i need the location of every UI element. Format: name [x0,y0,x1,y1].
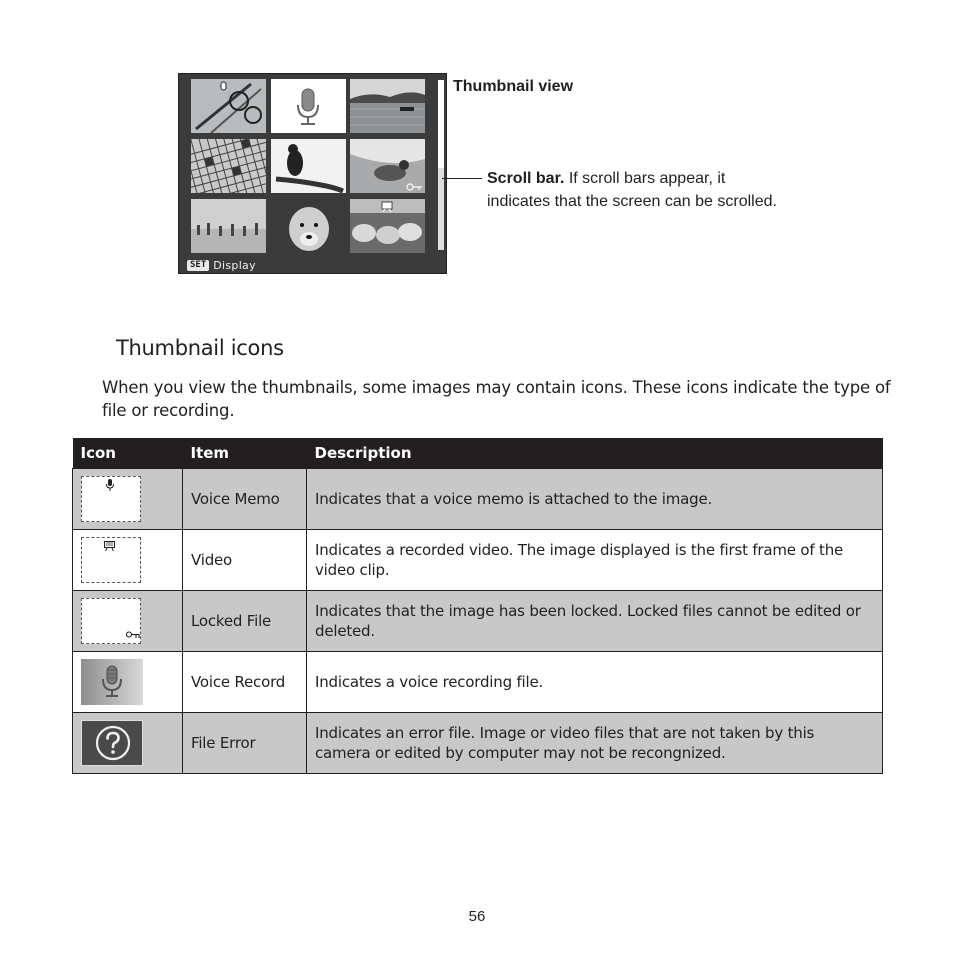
thumbnail-crossword[interactable] [191,139,266,193]
description-cell: Indicates a voice recording file. [307,652,883,713]
video-icon [104,541,115,551]
microphone-icon [100,665,124,699]
locked-file-sample [81,598,141,644]
header-item: Item [183,438,307,469]
intro-paragraph: When you view the thumbnails, some images may contain icons. These icons indicate the type of file or recording. [102,378,891,420]
description-cell: Indicates that a voice memo is attached to the image. [307,469,883,530]
callout-leader-line [442,178,482,179]
thumbnail-duck-locked[interactable] [350,139,425,193]
scroll-bar-callout-text: If scroll bars appear, it indicates that the screen can be scrolled. [487,170,777,210]
scroll-bar[interactable] [438,80,444,250]
file-error-sample [81,720,143,766]
thumbnail-icons-table [72,438,883,774]
question-icon [95,725,131,761]
table-row [73,652,883,713]
section-title: Thumbnail icons [116,336,284,360]
thumbnail-lake[interactable] [350,79,425,133]
icon-cell [73,530,183,591]
thumbnail-scissors[interactable] [191,79,266,133]
scroll-bar-thumb[interactable] [438,80,444,168]
thumbnail-view-label: Thumbnail view [453,78,574,95]
description-cell: Indicates an error file. Image or video files that are not taken by this camera or edited by computer may not be recongnized. [307,713,883,774]
scroll-bar-callout-title: Scroll bar. [487,170,565,187]
item-cell: Voice Memo [183,469,307,530]
thumbnail-bird-branch[interactable] [271,139,346,193]
thumbnail-dog[interactable] [271,199,346,253]
thumbnail-sheep-video[interactable] [350,199,425,253]
icon-cell [73,713,183,774]
table-row [73,713,883,774]
page-number: 56 [468,908,486,925]
display-label: Display [213,258,256,272]
icon-cell [73,652,183,713]
video-sample [81,537,141,583]
item-cell: Locked File [183,591,307,652]
microphone-icon [221,82,226,90]
table-row [73,530,883,591]
voice-record-sample [81,659,143,705]
screen-footer [187,258,256,272]
thumbnail-voice-record[interactable] [271,79,346,133]
description-cell: Indicates a recorded video. The image displayed is the first frame of the video clip. [307,530,883,591]
key-icon [126,631,140,639]
table-header-row [73,438,883,469]
header-description: Description [307,438,883,469]
item-cell: File Error [183,713,307,774]
thumbnail-birds-shore[interactable] [191,199,266,253]
microphone-icon [106,479,114,491]
voice-memo-sample [81,476,141,522]
table-row [73,591,883,652]
camera-screen [178,73,447,274]
scroll-bar-callout [487,167,787,213]
set-button-badge: SET [187,260,209,271]
icon-cell [73,591,183,652]
item-cell: Video [183,530,307,591]
header-icon: Icon [73,438,183,469]
table-row [73,469,883,530]
icon-cell [73,469,183,530]
description-cell: Indicates that the image has been locked. Locked files cannot be edited or deleted. [307,591,883,652]
item-cell: Voice Record [183,652,307,713]
